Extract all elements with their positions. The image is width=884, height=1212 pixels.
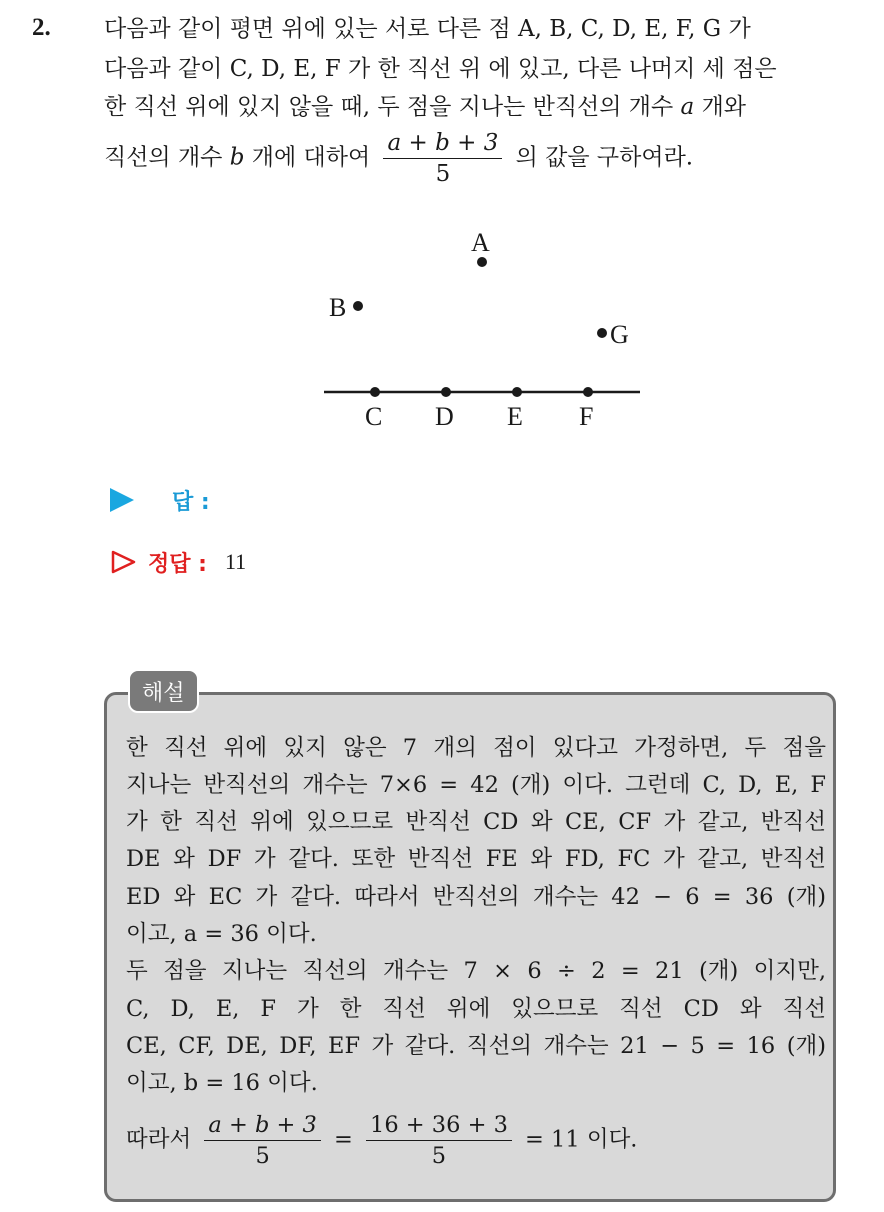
point-c-dot	[370, 387, 380, 397]
point-e-dot	[512, 387, 522, 397]
point-d-label: D	[435, 402, 454, 431]
problem-line-4-mid: 개에 대하여	[251, 144, 371, 171]
point-b-dot	[353, 301, 363, 311]
variable-b: b	[229, 144, 245, 171]
problem-line-2: 다음과 같이 C, D, E, F 가 한 직선 위 에 있고, 다른 나머지 세 점은	[104, 56, 777, 82]
points-diagram	[300, 215, 660, 445]
explanation-line: 두 점을 지나는 직선의 개수는 7 × 6 ÷ 2 = 21 (개) 이지만,	[126, 958, 826, 984]
explanation-line: 이고, b = 16 이다.	[126, 1070, 318, 1096]
point-e-label: E	[507, 402, 523, 431]
outline-triangle-icon	[110, 549, 138, 575]
problem-number: 2.	[32, 14, 51, 41]
point-f-label: F	[579, 402, 594, 431]
point-a-label: A	[471, 228, 490, 257]
point-g-dot	[597, 328, 607, 338]
points-figure	[300, 215, 660, 445]
point-c-label: C	[365, 402, 383, 431]
explanation-line: DE 와 DF 가 같다. 또한 반직선 FE 와 FD, FC 가 같고, 반직선	[126, 846, 826, 872]
final-fraction-1-denominator: 5	[255, 1143, 270, 1169]
point-g-label: G	[610, 320, 629, 349]
final-fraction-1	[204, 1112, 320, 1169]
problem-line-3	[104, 92, 746, 122]
correct-answer-label: 정답 :	[148, 551, 207, 577]
problem-line-4-tail: 의 값을 구하여라.	[515, 144, 694, 171]
fraction-denominator: 5	[435, 161, 451, 187]
explanation-tag: 해설	[128, 669, 199, 713]
explanation-line: CE, CF, DE, DF, EF 가 같다. 직선의 개수는 21 − 5 = 16 (개)	[126, 1033, 826, 1059]
final-fraction-1-numerator: a + b + 3	[204, 1112, 320, 1141]
problem-fraction	[383, 130, 502, 187]
problem-line-3-tail: 개와	[701, 94, 746, 120]
point-b-label: B	[329, 293, 347, 322]
final-fraction-2	[366, 1112, 512, 1169]
play-arrow-icon	[110, 488, 134, 512]
answer-row	[110, 484, 210, 516]
explanation-line: 가 한 직선 위에 있으므로 반직선 CD 와 CE, CF 가 같고, 반직선	[126, 809, 826, 835]
point-a-dot	[477, 257, 487, 267]
problem-line-1: 다음과 같이 평면 위에 있는 서로 다른 점 A, B, C, D, E, F, G 가	[104, 16, 751, 42]
final-equals: =	[333, 1126, 353, 1153]
final-prefix: 따라서	[126, 1126, 192, 1153]
problem-line-4-text: 직선의 개수	[104, 144, 223, 171]
explanation-line: 이고, a = 36 이다.	[126, 921, 317, 947]
final-fraction-2-numerator: 16 + 36 + 3	[366, 1112, 512, 1141]
final-suffix: = 11 이다.	[525, 1126, 638, 1153]
point-f-dot	[583, 387, 593, 397]
explanation-line: C, D, E, F 가 한 직선 위에 있으므로 직선 CD 와 직선	[126, 996, 826, 1022]
problem-line-4	[104, 130, 693, 187]
final-fraction-2-denominator: 5	[431, 1143, 447, 1169]
explanation-final-line	[126, 1112, 826, 1169]
answer-label: 답 :	[172, 489, 210, 515]
correct-answer-value: 11	[224, 549, 247, 574]
explanation-line: 지나는 반직선의 개수는 7×6 = 42 (개) 이다. 그런데 C, D, E, F	[126, 772, 826, 798]
correct-answer-row	[110, 546, 246, 578]
explanation-line: ED 와 EC 가 같다. 따라서 반직선의 개수는 42 − 6 = 36 (개)	[126, 884, 826, 910]
explanation-line: 한 직선 위에 있지 않은 7 개의 점이 있다고 가정하면, 두 점을	[126, 735, 826, 761]
fraction-numerator: a + b + 3	[383, 130, 502, 159]
problem-line-3-text: 한 직선 위에 있지 않을 때, 두 점을 지나는 반직선의 개수	[104, 94, 674, 120]
variable-a: a	[680, 94, 695, 120]
point-d-dot	[441, 387, 451, 397]
